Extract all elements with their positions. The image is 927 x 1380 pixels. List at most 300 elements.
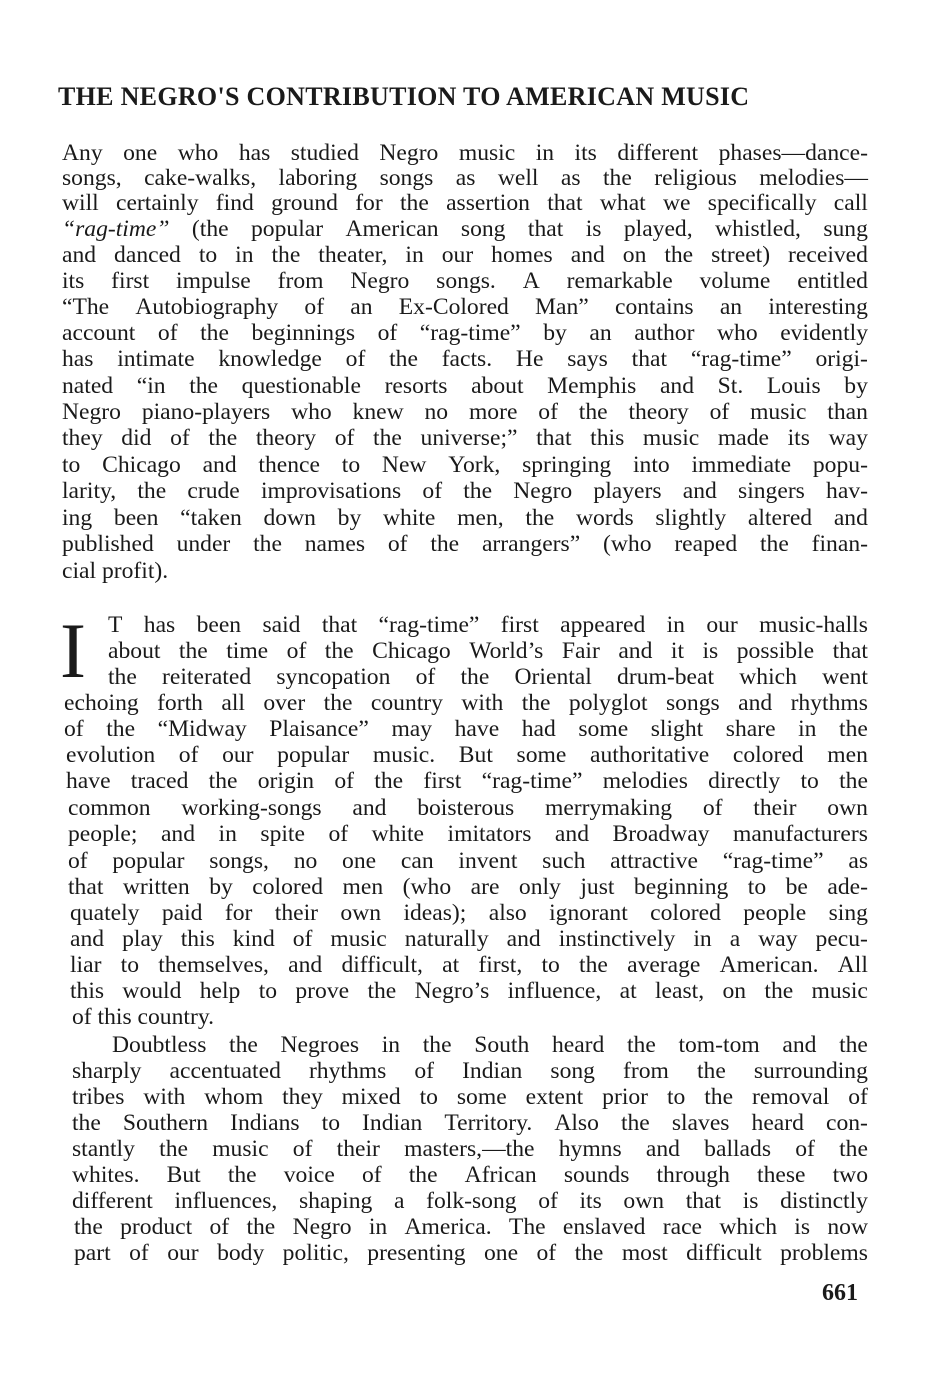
word: the xyxy=(137,478,167,504)
word: a xyxy=(729,926,741,952)
word: at xyxy=(619,978,637,1004)
word: reaped xyxy=(674,531,738,557)
word: Any xyxy=(62,140,103,166)
word: the xyxy=(521,690,551,716)
word: in xyxy=(693,926,712,952)
word: mixed xyxy=(341,1084,401,1110)
word: and xyxy=(202,452,237,478)
word: con- xyxy=(825,1110,868,1136)
word: origi- xyxy=(815,346,868,372)
word: men xyxy=(342,874,384,900)
word: the xyxy=(760,531,789,557)
word: white xyxy=(371,821,425,847)
text-line xyxy=(64,690,868,716)
word: whom xyxy=(204,1084,264,1110)
word: to xyxy=(800,768,819,794)
word: singers xyxy=(738,478,805,504)
word: than xyxy=(827,399,868,425)
word: to xyxy=(541,952,560,978)
word: phases—dance- xyxy=(718,140,868,166)
word: played, xyxy=(623,216,693,242)
word: by xyxy=(337,505,362,531)
word: its xyxy=(579,1188,602,1214)
word: of xyxy=(361,1162,382,1188)
word: in xyxy=(535,140,555,166)
word: least, xyxy=(655,978,705,1004)
word: difficult xyxy=(686,1240,762,1266)
word: its xyxy=(62,268,85,294)
word: in xyxy=(666,612,685,638)
text-line xyxy=(62,505,868,531)
text-line xyxy=(72,1084,868,1110)
text-line xyxy=(62,452,868,478)
text-line xyxy=(72,1188,868,1214)
word: origin xyxy=(257,768,315,794)
word: attractive xyxy=(610,848,698,874)
text-line xyxy=(62,320,868,346)
word: in xyxy=(405,242,424,268)
word: World’s xyxy=(469,638,544,664)
word: which xyxy=(719,1214,777,1240)
text-line xyxy=(68,795,868,821)
word: and xyxy=(659,373,695,399)
word: music xyxy=(642,425,700,451)
word: the xyxy=(460,664,490,690)
word: echoing xyxy=(64,690,139,716)
word: “rag-time” xyxy=(722,848,824,874)
word: cake-walks, xyxy=(144,165,257,191)
text-line xyxy=(62,216,868,242)
word: Plaisance” xyxy=(269,716,369,742)
word: and xyxy=(618,638,653,664)
word: has xyxy=(143,612,176,638)
word: The xyxy=(508,1214,546,1240)
word: resorts xyxy=(384,373,448,399)
text-line xyxy=(66,742,868,768)
word: had xyxy=(521,716,556,742)
word: of xyxy=(209,1214,230,1240)
word: York, xyxy=(448,452,501,478)
word: help xyxy=(199,978,241,1004)
word: these xyxy=(757,1162,806,1188)
word: that xyxy=(536,425,572,451)
word: traced xyxy=(130,768,189,794)
word: share xyxy=(725,716,776,742)
word: our xyxy=(167,1240,199,1266)
word: an xyxy=(350,294,373,320)
word: songs xyxy=(665,690,720,716)
word: melodies— xyxy=(759,165,868,191)
word: Oriental xyxy=(514,664,592,690)
word: and xyxy=(682,478,717,504)
word: body xyxy=(217,1240,265,1266)
word: of xyxy=(157,320,178,346)
word: for xyxy=(224,900,253,926)
word: popular xyxy=(251,216,324,242)
word: has xyxy=(62,346,94,372)
word: says xyxy=(567,346,608,372)
word: that xyxy=(68,874,104,900)
word: own xyxy=(340,900,382,926)
word: (the xyxy=(191,216,229,242)
word: and xyxy=(160,821,196,847)
word: studied xyxy=(290,140,359,166)
word: the xyxy=(620,1110,650,1136)
word: different xyxy=(72,1188,153,1214)
word: politic, xyxy=(282,1240,349,1266)
word: author xyxy=(634,320,695,346)
word: the xyxy=(574,1240,604,1266)
word: tribes xyxy=(72,1084,125,1110)
word: now xyxy=(827,1214,868,1240)
word: All xyxy=(837,952,868,978)
word: said xyxy=(262,612,301,638)
word: one xyxy=(483,1240,519,1266)
word: (who xyxy=(402,874,452,900)
word: But xyxy=(458,742,493,768)
word: own xyxy=(827,795,868,821)
word: music xyxy=(212,1136,269,1162)
word: to xyxy=(258,978,278,1004)
word: white xyxy=(382,505,436,531)
word: the xyxy=(246,1214,276,1240)
word: to xyxy=(120,952,140,978)
text-line xyxy=(62,165,868,191)
word: possible xyxy=(736,638,815,664)
word: the xyxy=(399,190,429,216)
word: But xyxy=(166,1162,201,1188)
word: its xyxy=(574,140,597,166)
word: find xyxy=(215,190,254,216)
word: paid xyxy=(161,900,203,926)
word: assertion xyxy=(446,190,530,216)
word: just xyxy=(580,874,615,900)
word: for xyxy=(355,190,383,216)
word: people xyxy=(743,900,807,926)
text-line xyxy=(62,399,868,425)
word: music xyxy=(330,926,387,952)
word: theory xyxy=(628,399,689,425)
running-head: THE NEGRO'S CONTRIBUTION TO AMERICAN MUSIC xyxy=(58,82,750,111)
word: is xyxy=(794,1214,811,1240)
word: may xyxy=(391,716,433,742)
word: “rag-time” xyxy=(378,612,480,638)
word: whistled, xyxy=(715,216,801,242)
word: intimate xyxy=(117,346,195,372)
word: laboring xyxy=(278,165,358,191)
text-line xyxy=(64,716,868,742)
word: religious xyxy=(654,165,737,191)
word: an xyxy=(719,294,743,320)
word: written xyxy=(122,874,190,900)
word: specifically xyxy=(707,190,817,216)
word: theory xyxy=(255,425,317,451)
text-line xyxy=(70,900,868,926)
word: sung xyxy=(823,216,868,242)
word: Fair xyxy=(561,638,600,664)
word: own xyxy=(623,1188,665,1214)
word: “taken xyxy=(180,505,242,531)
word: the xyxy=(389,346,418,372)
word: Negro xyxy=(513,478,573,504)
word: to xyxy=(666,1084,686,1110)
text-line xyxy=(112,1032,868,1058)
word: South xyxy=(474,1032,530,1058)
word: boisterous xyxy=(417,795,515,821)
text-line xyxy=(62,242,868,268)
word: published xyxy=(62,531,154,557)
word: beginnings xyxy=(251,320,356,346)
word: popu- xyxy=(812,452,868,478)
word: songs xyxy=(379,165,434,191)
text-line xyxy=(72,1136,868,1162)
word: Broadway xyxy=(612,821,710,847)
word: arrangers” xyxy=(481,531,581,557)
word: on xyxy=(722,978,747,1004)
word: it xyxy=(670,638,685,664)
word: of xyxy=(64,716,84,742)
text-line xyxy=(68,874,868,900)
word: of xyxy=(286,638,307,664)
word: from xyxy=(277,268,324,294)
word: ing xyxy=(62,505,93,531)
word: their xyxy=(274,900,319,926)
text-line xyxy=(108,638,868,664)
word: Negroes xyxy=(280,1032,360,1058)
word: the xyxy=(696,1058,726,1084)
word: more xyxy=(468,399,518,425)
word: entitled xyxy=(797,268,868,294)
word: of xyxy=(377,320,398,346)
word: this xyxy=(180,926,215,952)
word: to xyxy=(198,242,218,268)
word: one xyxy=(123,140,158,166)
word: in xyxy=(235,242,254,268)
word: remarkable xyxy=(566,268,673,294)
word: Ex-Colored xyxy=(398,294,509,320)
word: which xyxy=(739,664,797,690)
word: facts. xyxy=(441,346,493,372)
word: the xyxy=(626,1032,656,1058)
word: to xyxy=(62,452,81,478)
word: accentuated xyxy=(169,1058,281,1084)
word: about xyxy=(108,638,161,664)
word: music. xyxy=(372,742,436,768)
word: through xyxy=(656,1162,730,1188)
word: of xyxy=(848,1084,868,1110)
word: did xyxy=(121,425,152,451)
word: larity, xyxy=(62,478,117,504)
word: of xyxy=(702,795,723,821)
text-line xyxy=(108,664,868,690)
text-line: cial profit). xyxy=(62,558,169,584)
word: rhythms xyxy=(790,690,868,716)
word: of xyxy=(292,926,313,952)
word: naturally xyxy=(404,926,489,952)
word: reiterated xyxy=(162,664,252,690)
word: springing xyxy=(522,452,612,478)
word: most xyxy=(621,1240,668,1266)
word: the xyxy=(839,716,868,742)
word: extent xyxy=(525,1084,584,1110)
word: the xyxy=(72,1110,101,1136)
word: of xyxy=(795,1136,815,1162)
word: Indian xyxy=(362,1110,423,1136)
word: questionable xyxy=(241,373,361,399)
word: of xyxy=(422,478,443,504)
word: American. xyxy=(719,952,819,978)
word: influence, xyxy=(507,978,602,1004)
word: who xyxy=(177,140,219,166)
word: its xyxy=(787,425,810,451)
word: made xyxy=(717,425,769,451)
word: of xyxy=(68,848,88,874)
word: thence xyxy=(258,452,320,478)
word: heard xyxy=(751,1110,804,1136)
word: street) xyxy=(711,242,771,268)
word: over xyxy=(263,690,306,716)
word: is xyxy=(702,638,719,664)
word: first xyxy=(423,768,462,794)
word: spite xyxy=(260,821,305,847)
word: Negro xyxy=(350,268,410,294)
word: first xyxy=(111,268,150,294)
text-line xyxy=(62,140,868,166)
page-number: 661 xyxy=(822,1280,858,1306)
word: the xyxy=(178,638,208,664)
word: authoritative xyxy=(589,742,710,768)
word: music xyxy=(811,978,868,1004)
word: in xyxy=(368,1214,388,1240)
word: instinctively xyxy=(558,926,676,952)
word: of xyxy=(328,821,349,847)
word: names xyxy=(304,531,366,557)
word: sounds xyxy=(563,1162,630,1188)
word: common xyxy=(68,795,151,821)
word: and xyxy=(782,1032,817,1058)
word: songs, xyxy=(209,848,269,874)
word: nated xyxy=(62,373,114,399)
word: in xyxy=(218,821,237,847)
word: Louis xyxy=(766,373,821,399)
word: altered xyxy=(747,505,813,531)
word: liar xyxy=(70,952,102,978)
word: of xyxy=(538,399,558,425)
word: Negro’s xyxy=(414,978,490,1004)
word: can xyxy=(400,848,434,874)
word: T xyxy=(108,612,123,638)
word: people; xyxy=(68,821,138,847)
word: theater, xyxy=(318,242,388,268)
word: prove xyxy=(295,978,350,1004)
word: knowledge xyxy=(218,346,322,372)
word: invent xyxy=(458,848,518,874)
word: heard xyxy=(551,1032,605,1058)
word: by xyxy=(209,874,233,900)
word: will xyxy=(62,190,99,216)
word: this xyxy=(70,978,105,1004)
word: the xyxy=(324,638,354,664)
text-line xyxy=(74,1240,868,1266)
text-line xyxy=(70,952,868,978)
word: shaping xyxy=(298,1188,373,1214)
word: to xyxy=(321,1110,340,1136)
word: rhythms xyxy=(308,1058,387,1084)
word: the xyxy=(430,531,460,557)
word: only xyxy=(518,874,561,900)
word: of xyxy=(414,1058,434,1084)
word: the xyxy=(323,690,353,716)
text-line xyxy=(72,1110,868,1136)
word: folk-song xyxy=(426,1188,517,1214)
word: and xyxy=(288,952,323,978)
word: immediate xyxy=(691,452,792,478)
word: universe;” xyxy=(420,425,518,451)
word: St. xyxy=(717,373,744,399)
word: slight xyxy=(650,716,704,742)
word: beginning xyxy=(633,874,729,900)
word: ballads xyxy=(704,1136,772,1162)
text-line xyxy=(62,190,868,216)
word: volume xyxy=(699,268,771,294)
word: received xyxy=(788,242,868,268)
text-line xyxy=(68,821,868,847)
word: in xyxy=(381,1032,401,1058)
word: of xyxy=(415,664,436,690)
word: our xyxy=(222,742,254,768)
word: certainly xyxy=(115,190,199,216)
word: merrymaking xyxy=(544,795,673,821)
drop-cap: I xyxy=(60,607,86,694)
word: the xyxy=(229,1032,258,1058)
word: an xyxy=(589,320,612,346)
word: the xyxy=(764,978,794,1004)
word: manufacturers xyxy=(732,821,868,847)
word: of xyxy=(304,294,325,320)
word: with xyxy=(143,1084,186,1110)
word: slightly xyxy=(655,505,727,531)
word: of xyxy=(387,531,408,557)
word: of xyxy=(129,1240,149,1266)
word: and xyxy=(70,926,105,952)
word: song xyxy=(460,216,506,242)
word: music xyxy=(750,399,807,425)
word: ade- xyxy=(827,874,868,900)
word: of xyxy=(536,1240,557,1266)
word: and xyxy=(833,505,868,531)
word: sing xyxy=(828,900,868,926)
word: average xyxy=(627,952,701,978)
word: first, xyxy=(478,952,523,978)
word: the xyxy=(408,1162,438,1188)
text-line xyxy=(62,346,868,372)
text-line xyxy=(62,373,868,399)
word: improvisations xyxy=(260,478,402,504)
word: forth xyxy=(157,690,203,716)
word: the xyxy=(704,1084,734,1110)
word: the xyxy=(208,768,238,794)
word: be xyxy=(785,874,808,900)
word: kind xyxy=(232,926,275,952)
word: music-halls xyxy=(759,612,868,638)
word: “rag-time” xyxy=(690,346,792,372)
word: prior xyxy=(602,1084,649,1110)
word: some xyxy=(456,1084,507,1110)
word: is xyxy=(742,1188,759,1214)
word: have xyxy=(454,716,500,742)
word: pecu- xyxy=(815,926,868,952)
word: and xyxy=(352,795,387,821)
